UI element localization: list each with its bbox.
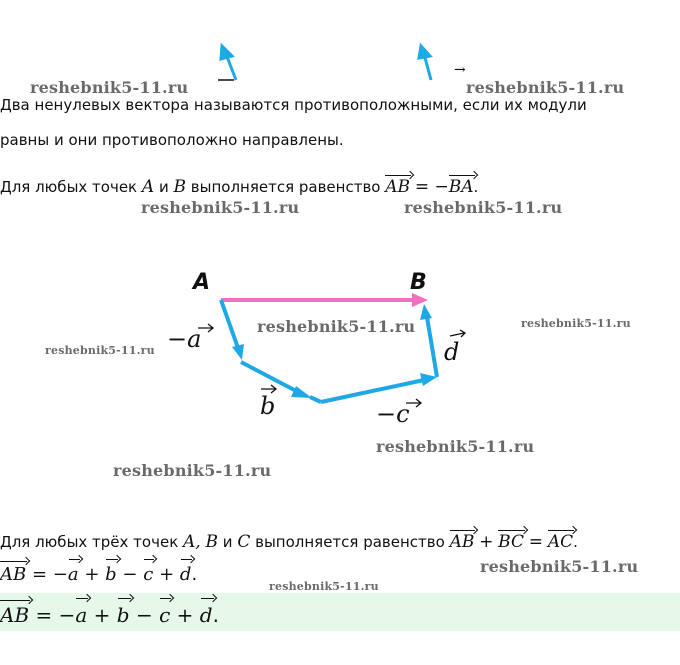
watermark: reshebnik5-11.ru [45, 344, 155, 357]
rule-2-and: и [222, 533, 233, 551]
watermark: reshebnik5-11.ru [480, 557, 639, 576]
vector-ab: AB [449, 532, 475, 552]
rule-1-eq: = − [414, 177, 449, 197]
op-plus: + [84, 564, 100, 585]
figure-label-b: b [260, 392, 276, 420]
vector-ac: AC [547, 532, 574, 552]
vector-d: d [179, 564, 192, 585]
watermark: reshebnik5-11.ru [257, 317, 416, 336]
equation-1 [0, 564, 197, 586]
rule-2-text: Для любых трёх точек [0, 533, 179, 551]
watermark: reshebnik5-11.ru [30, 78, 189, 97]
vector-c: c [143, 564, 154, 585]
equation-2 [0, 603, 219, 627]
eq-sign: = − [31, 564, 68, 585]
rule-1-text-2: выполняется равенство [190, 178, 381, 196]
vector-b: b [105, 564, 117, 585]
equation-2-end: . [212, 603, 219, 627]
vector-ab: AB [0, 564, 27, 585]
point-b: B [173, 177, 186, 197]
vector-a: a [67, 564, 79, 585]
equation-1-end: . [191, 564, 198, 585]
watermark: reshebnik5-11.ru [376, 437, 535, 456]
rule-2-text-2: выполняется равенство [255, 533, 445, 551]
op-minus: − [135, 603, 153, 627]
figure-label-d: d [444, 338, 460, 366]
point-b: B [205, 532, 218, 552]
vector-ba: BA [448, 177, 474, 197]
op-plus: + [176, 603, 194, 627]
point-c: C [237, 532, 251, 552]
watermark: reshebnik5-11.ru [404, 198, 563, 217]
point-a: A [141, 177, 155, 197]
eq-sign: = − [35, 603, 76, 627]
rule-1-end: . [473, 178, 479, 196]
op-minus: − [122, 564, 138, 585]
vector-bc: BC [498, 532, 524, 552]
rule-1-text: Для любых точек [0, 178, 138, 196]
op-plus: + [159, 564, 175, 585]
figure-point-b: B [410, 270, 427, 295]
equals-sign: = [528, 532, 544, 552]
vector-c: c [159, 603, 171, 627]
figure-point-a: A [193, 270, 211, 295]
rule-1-and: и [158, 178, 169, 196]
watermark: reshebnik5-11.ru [521, 317, 631, 330]
label-arrow-d [450, 330, 465, 337]
watermark: reshebnik5-11.ru [269, 580, 379, 593]
figure-label-neg-c: −c [376, 400, 410, 428]
watermark: reshebnik5-11.ru [466, 78, 625, 97]
definition-line-2: равны и они противоположно направлены. [0, 131, 344, 149]
rule-2 [0, 533, 578, 551]
label-arrow-c [406, 399, 421, 407]
point-a: A, [183, 532, 201, 552]
label-arrow-b [261, 385, 276, 393]
vector-d: d [199, 603, 213, 627]
watermark: reshebnik5-11.ru [113, 461, 272, 480]
vector-a: a [75, 603, 88, 627]
rule-2-end: . [573, 533, 578, 551]
figure-label-neg-a: −a [167, 325, 202, 353]
vector-b: b [116, 603, 130, 627]
watermark: reshebnik5-11.ru [141, 198, 300, 217]
vector-ab: AB [0, 603, 30, 627]
plus-sign: + [479, 532, 494, 552]
op-plus: + [93, 603, 111, 627]
top-fragment-vector-symbol: → [454, 62, 466, 78]
label-arrow-a [198, 324, 213, 332]
definition-line-1: Два ненулевых вектора называются противоположными, если их модули [0, 96, 587, 114]
vector-ab: AB [385, 177, 411, 197]
